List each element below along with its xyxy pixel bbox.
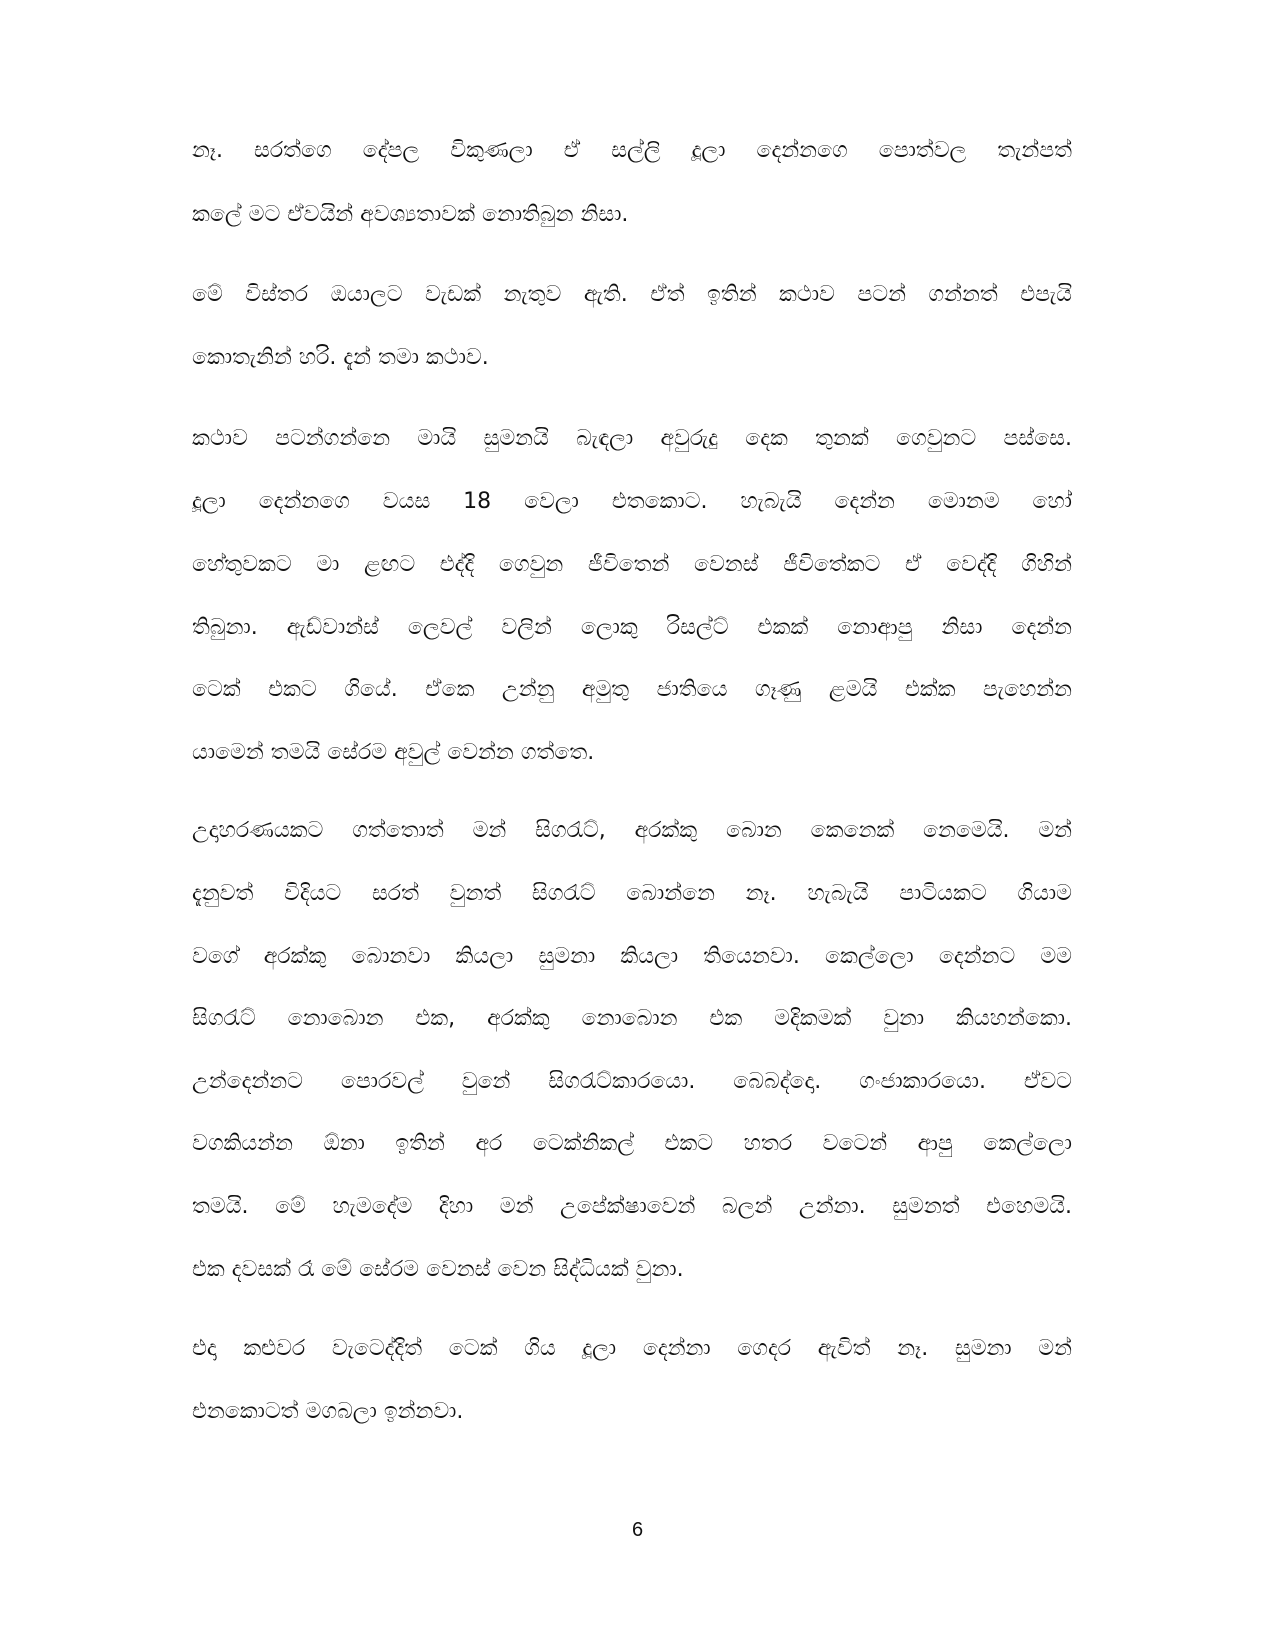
paragraph-4-line-1: උදාහරණයකට ගත්තොත් මන් සිගරැට්, අරක්කු බොන කෙනෙක් නෙමෙයි. මන් xyxy=(192,818,1072,843)
paragraph-2-line-2: කොතැනින් හරි. දැන් තමා කථාව. xyxy=(192,345,489,370)
paragraph-3-line-5: ටෙක් එකට ගියේ. ඒකෙ උන්නු අමුතු ජාතියෙ ගෑණු ළමයි එක්ක පැහෙන්න xyxy=(192,677,1072,702)
paragraph-4-line-6: වගකියන්න ඕනා ඉතින් අර ටෙක්නිකල් එකට හතර වටෙන් ආපු කෙල්ලො xyxy=(192,1131,1072,1156)
paragraph-1-line-2: කලේ මට ඒවයින් අවශ්‍යතාවක් නොතිබුන නිසා. xyxy=(192,202,629,227)
paragraph-3-line-1: කථාව පටන්ගන්නෙ මායි සුමනයි බැඳලා අවුරුදු දෙක තුනක් ගෙවුනට පස්සෙ. xyxy=(192,426,1072,451)
paragraph-4-line-3: වගේ අරක්කු බොනවා කියලා සුමනා කියලා තියෙනවා. කෙල්ලො දෙන්නට මම xyxy=(192,944,1072,969)
paragraph-3-line-3: හේතුවකට මා ළඟට එද්දි ගෙවුන ජීවිතෙන් වෙනස් ජීවිතේකට ඒ වෙද්දි ගිහින් xyxy=(192,552,1072,577)
paragraph-4-line-4: සිගරැට් නොබොන එක, අරක්කු නොබොන එක මදිකමක් වුනා කියහන්කො. xyxy=(192,1006,1072,1031)
paragraph-4-line-7: තමයි. මේ හැමදේම දිහා මන් උපේක්ෂාවෙන් බලන් උන්නා. සුමනත් එහෙමයි. xyxy=(192,1194,1072,1219)
paragraph-5-line-2: එනකොටත් මගබලා ඉන්නවා. xyxy=(192,1399,464,1424)
paragraph-4-line-8: එක දවසක් රෑ මේ සේරම වෙනස් වෙන සිද්ධියක් වුනා. xyxy=(192,1257,684,1282)
paragraph-3-line-2: දූලා දෙන්නගෙ වයස 18 වෙලා එතකොට. හැබැයි දෙන්න මොනම හෝ xyxy=(192,489,1072,514)
paragraph-3-line-4: තිබුනා. ඇඩ්වාන්ස් ලෙවල් වලින් ලොකු රිසල්ට් එකක් නොආපු නිසා දෙන්න xyxy=(192,615,1072,640)
paragraph-2-line-1: මේ විස්තර ඔයාලට වැඩක් නැතුව ඇති. ඒත් ඉතින් කථාව පටන් ගන්නත් එපැයි xyxy=(192,282,1072,307)
paragraph-5-line-1: එදා කළුවර වැටෙද්දිත් ටෙක් ගිය දූලා දෙන්නා ගෙදර ඇවිත් නෑ. සුමනා මන් xyxy=(192,1336,1072,1361)
page-number: 6 xyxy=(631,1519,644,1541)
paragraph-4-line-5: උන්දෙන්නට පොරවල් වුනේ සිගරැට්කාරයො. බෙබද්දො. ගංජාකාරයො. ඒවට xyxy=(192,1069,1072,1094)
paragraph-1-line-1: නෑ. සරත්ගෙ දේපල විකුණලා ඒ සල්ලි දූලා දෙන්නගෙ පොත්වල තැන්පත් xyxy=(192,138,1072,163)
paragraph-4-line-2: දැනුවත් විදියට සරත් වුනත් සිගරැට් බොන්නෙ නෑ. හැබැයි පාටියකට ගියාම xyxy=(192,881,1072,906)
paragraph-3-line-6: යාමෙන් තමයි සේරම අවුල් වෙන්න ගත්තෙ. xyxy=(192,740,595,765)
